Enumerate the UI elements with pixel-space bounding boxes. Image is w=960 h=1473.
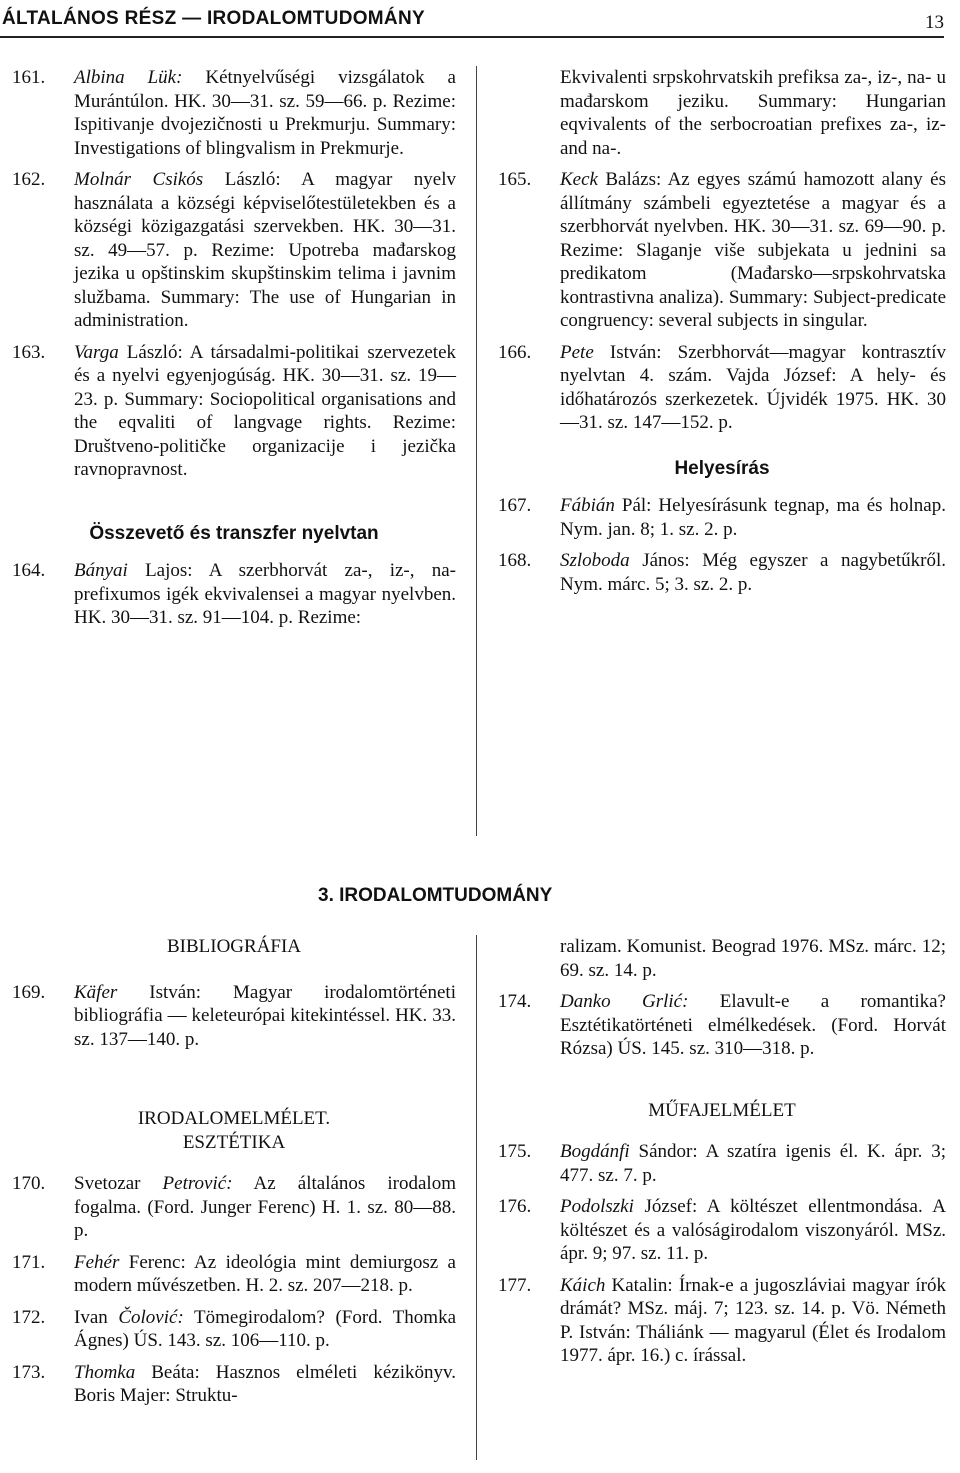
column-divider-bottom [476, 935, 477, 1460]
entry-body [74, 981, 456, 1052]
entry-author: Thomka [74, 1361, 136, 1383]
entry-number: 172. [12, 1306, 46, 1328]
entry-author: Čolović: [118, 1306, 184, 1328]
bibliography-entry [12, 66, 456, 160]
entry-number: 169. [12, 981, 46, 1003]
bibliography-entry [12, 559, 456, 630]
entry-number: 166. [498, 341, 532, 363]
entry-text: János: Még egyszer a nagybetűkről. Nym. márc. 5; 3. sz. 2. p. [560, 550, 946, 595]
entry-text: Tömegirodalom? (Ford. Thomka Ágnes) ÚS. 143. sz. 106—110. p. [74, 1306, 457, 1351]
entry-body [560, 549, 946, 596]
main-section-heading: 3. IRODALOMTUDOMÁNY [318, 885, 553, 906]
bibliography-entry [12, 1172, 456, 1243]
entry-number: 175. [498, 1141, 532, 1162]
section-heading-osszeveto: Összevető és transzfer nyelvtan [89, 522, 379, 544]
continued-text-bottom: ralizam. Komunist. Beograd 1976. MSz. márc. 12; 69. sz. 14. p. [560, 936, 946, 981]
right-top-entries [498, 168, 946, 435]
entry-author: Varga [74, 341, 119, 363]
entry-body [74, 66, 456, 160]
entry-text: István: Magyar irodalomtörténeti bibliográfia — keleteurópai kitekintéssel. HK. 33. sz. 137—140. p. [74, 981, 456, 1050]
entry-number: 170. [12, 1173, 46, 1194]
entry-text: Ferenc: Az ideológia mint demiurgosz a modern művészetben. H. 2. sz. 207—218. p. [74, 1251, 456, 1296]
continued-text: Ekvivalenti srpskohrvatskih prefiksa za-, iz-, na- u mađarskom jeziku. Summary: Hungarian eqvivalents of the serbocroatian prefixes za-, iz- and na-. [560, 67, 946, 159]
right-bottom-entries [498, 494, 946, 596]
entry-author: Fábián [560, 495, 615, 516]
bibliography-entry [498, 1274, 946, 1368]
entry-text: Beáta: Hasznos elméleti kézikönyv. Boris Majer: Struktu- [74, 1361, 456, 1406]
bibliography-entry [498, 168, 946, 333]
entry-body [74, 559, 456, 630]
entry-body [74, 1361, 456, 1408]
entry-body [560, 168, 946, 333]
bib-left-entries [12, 981, 456, 1052]
entry-body [74, 168, 456, 333]
entry-author: Szloboda [560, 550, 630, 571]
entry-number: 174. [498, 991, 532, 1012]
bibliography-entry [498, 990, 946, 1061]
entry-text: Balázs: Az egyes számú hamozott alany és állítmány számbeli egyeztetése a magyar és a szerbhorvát nyelvben. HK. 30—31. sz. 69—90. p. Rezime: Slaganje više subjekata u jednini sa predikatom (Mađarsko—srpskohrvatska kontrastivna analiza). Summary: Subject-predicate congruency: several subjects in singular. [560, 169, 946, 331]
elm-left-entries [12, 1172, 456, 1408]
left-column-bottom [12, 935, 456, 1408]
entry-author: Bogdánfi [560, 1141, 630, 1162]
bibliography-entry [12, 1361, 456, 1408]
bibliography-entry [498, 1140, 946, 1187]
header-title: ÁLTALÁNOS RÉSZ — IRODALOMTUDOMÁNY [2, 8, 425, 29]
left-top-entries [12, 66, 456, 482]
entry-body [560, 341, 946, 435]
bibliography-entry [12, 1251, 456, 1298]
entry-number: 173. [12, 1361, 46, 1383]
entry-author: Danko Grlić: [560, 991, 689, 1012]
muf-right-entries [498, 1140, 946, 1368]
entry-author: Káich [560, 1274, 606, 1296]
entry-author: Albina Lük: [74, 67, 183, 88]
entry-text: Az általános irodalom fogalma. (Ford. Junger Ferenc) H. 1. sz. 80—88. p. [74, 1173, 456, 1241]
bibliography-entry [12, 341, 456, 482]
bib-right-entries [498, 990, 946, 1061]
bibliography-entry [498, 341, 946, 435]
entry-author: Podolszki [560, 1196, 634, 1217]
running-header [0, 6, 944, 38]
entry-body [560, 1274, 946, 1368]
entry-body [560, 494, 946, 541]
entry-text: Lajos: A szerbhorvát za-, iz-, na- prefixumos igék ekvivalensei a magyar nyelvben. HK. 30—31. sz. 91—104. p. Rezime: [74, 560, 456, 628]
bibliography-entry [498, 1195, 946, 1266]
entry-number: 168. [498, 550, 532, 571]
entry-text: József: A költészet ellentmondása. A költészet és a valóságirodalom viszonyáról. MSz. ápr. 9; 97. sz. 11. p. [560, 1196, 946, 1264]
entry-number: 161. [12, 67, 46, 88]
bibliography-entry [498, 494, 946, 541]
entry-body [560, 1140, 946, 1187]
right-column-top [498, 66, 946, 596]
entry-number: 164. [12, 560, 46, 581]
subheading-irodalomelmelet: IRODALOMELMÉLET. ESZTÉTIKA [137, 1108, 331, 1153]
entry-body [74, 1172, 456, 1243]
bibliography-entry [12, 168, 456, 333]
entry-text: István: Szerbhorvát—magyar kontrasztív nyelvtan 4. szám. Vajda József: A hely- és időhatározós szerkezetek. Újvidék 1975. HK. 30—31. sz. 147—152. p. [560, 341, 946, 433]
entry-text: László: A társadalmi-politikai szervezetek és a nyelvi egyenjogúság. HK. 30—31. sz. 19—23. p. Summary: Sociopolitical organisations and the eqvaliti of langvage rights. Rezime: Društveno-političke organizacije i jezička ravnopravnost. [74, 341, 456, 480]
bibliography-entry [12, 981, 456, 1052]
entry-author-first: Svetozar [74, 1173, 163, 1194]
entry-number: 167. [498, 495, 532, 516]
subheading-mufajelmelet: MŰFAJELMÉLET [648, 1099, 796, 1121]
entry-author: Molnár Csikós [74, 169, 204, 190]
entry-author: Petrović: [162, 1173, 233, 1194]
subheading-bibliografia: BIBLIOGRÁFIA [166, 936, 302, 957]
entry-text: Pál: Helyesírásunk tegnap, ma és holnap. Nym. jan. 8; 1. sz. 2. p. [560, 495, 946, 540]
left-column-top [12, 66, 456, 630]
entry-author: Käfer [74, 981, 118, 1003]
entry-body [74, 1251, 456, 1298]
entry-number: 163. [12, 341, 46, 363]
entry-text: László: A magyar nyelv használata a községi képviselőtestületekben és a községi közigazgatási szervekben. HK. 30—31. sz. 49—57. p. Rezime: Upotreba mađarskog jezika u opštinskim skupštinskim telima i javnim službama. Summary: The use of Hungarian in administration. [74, 169, 456, 331]
entry-body [560, 990, 946, 1061]
entry-text: Sándor: A szatíra igenis él. K. ápr. 3; 477. sz. 7. p. [560, 1141, 946, 1186]
entry-number: 162. [12, 169, 46, 190]
column-divider-top [476, 66, 477, 836]
entry-author: Pete [560, 341, 594, 363]
section-heading-helyesiras: Helyesírás [674, 457, 770, 479]
entry-text: Kétnyelvűségi vizsgálatok a Murántúlon. HK. 30—31. sz. 59—66. p. Rezime: Ispitivanje dvojezičnosti u Prekmurju. Summary: Investigations of blingvalism in Prekmurje. [74, 67, 456, 159]
entry-author: Fehér [74, 1251, 120, 1273]
entry-text: Elavult-e a romantika? Esztétikatörténeti elmélkedések. (Ford. Horvát Rózsa) ÚS. 145. sz. 310—318. p. [560, 991, 946, 1059]
entry-number: 171. [12, 1251, 46, 1273]
entry-number: 176. [498, 1196, 532, 1217]
left-bottom-entries [12, 559, 456, 630]
entry-author: Keck [560, 169, 598, 190]
entry-number: 177. [498, 1274, 532, 1296]
entry-body [74, 1306, 456, 1353]
entry-body [74, 341, 456, 482]
entry-author: Bányai [74, 560, 128, 581]
entry-author-first: Ivan [74, 1306, 119, 1328]
bibliography-entry [12, 1306, 456, 1353]
entry-body [560, 1195, 946, 1266]
right-column-bottom [498, 935, 946, 1368]
entry-text: Katalin: Írnak-e a jugoszláviai magyar írók drámát? MSz. máj. 7; 123. sz. 14. p. Vö. Németh P. István: Tháliánk — magyarul (Élet és Irodalom 1977. ápr. 16.) c. írással. [560, 1274, 946, 1366]
entry-number: 165. [498, 169, 532, 190]
page-number: 13 [925, 12, 944, 33]
bibliography-entry [498, 549, 946, 596]
